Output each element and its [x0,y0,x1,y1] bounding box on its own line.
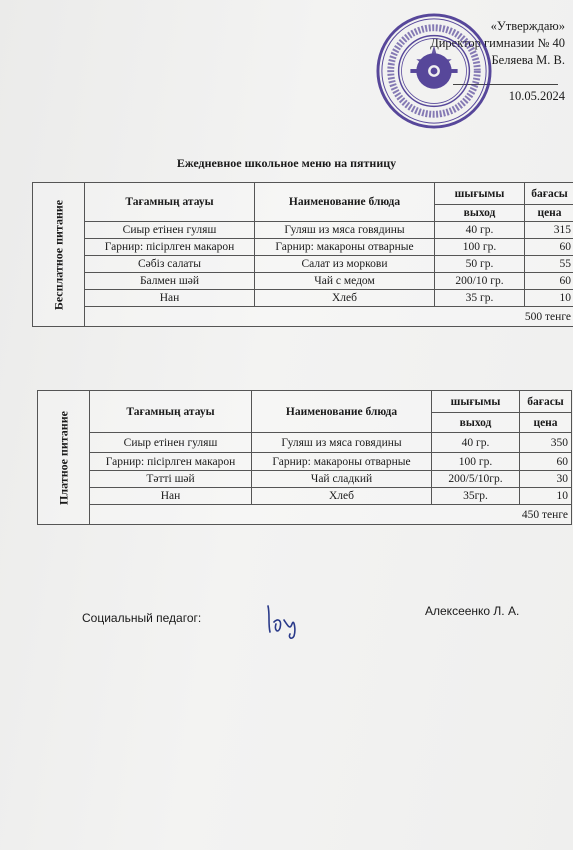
dish-kz-cell: Сәбіз салаты [85,256,255,273]
dish-kz-cell: Нан [85,290,255,307]
yield-cell: 100 гр. [435,239,525,256]
price-cell: 60 [525,239,573,256]
price-cell: 60 [520,453,572,471]
footer-role: Социальный педагог: [82,611,202,625]
header-price-ru: цена [520,413,572,433]
dish-kz-cell: Нан [90,488,252,505]
header-price-kz: бағасы [520,391,572,413]
header-dish-kz: Тағамның атауы [90,391,252,433]
dish-kz-cell: Балмен шәй [85,273,255,290]
free-side-label: Бесплатное питание [51,199,65,310]
total-cell: 450 тенге [90,505,572,525]
table-row [33,222,573,239]
yield-cell: 200/10 гр. [435,273,525,290]
dish-kz-cell: Сиыр етінен гуляш [85,222,255,239]
page-title: Ежедневное школьное меню на пятницу [176,156,397,170]
header-dish-ru: Наименование блюда [252,391,432,433]
table-row [33,273,573,290]
header-yield-ru: выход [432,413,520,433]
footer-name: Алексеенко Л. А. [425,604,520,618]
approval-line-1: «Утверждаю» [490,19,565,33]
yield-cell: 50 гр. [435,256,525,273]
header-price-ru: цена [525,205,573,222]
total-cell: 500 тенге [85,307,573,327]
yield-cell: 35 гр. [435,290,525,307]
price-cell: 30 [520,471,572,488]
table-row [38,471,572,488]
official-stamp-icon [375,12,493,130]
yield-cell: 35гр. [432,488,520,505]
dish-kz-cell: Сиыр етінен гуляш [90,433,252,453]
paid-menu-table [37,390,572,525]
approval-date: 10.05.2024 [508,89,565,103]
dish-kz-cell: Гарнир: пісірлген макарон [85,239,255,256]
dish-ru-cell: Хлеб [252,488,432,505]
header-price-kz: бағасы [525,183,573,205]
paid-side-label: Платное питание [56,410,70,505]
dish-ru-cell: Чай с медом [255,273,435,290]
header-yield-kz: шығымы [432,391,520,413]
free-side-label-cell [33,183,85,327]
table-row [38,453,572,471]
price-cell: 55 [525,256,573,273]
approval-line-2: Директор гимназии № 40 [430,36,565,50]
table-row [33,256,573,273]
table-row [38,433,572,453]
yield-cell: 200/5/10гр. [432,471,520,488]
dish-ru-cell: Хлеб [255,290,435,307]
dish-ru-cell: Салат из моркови [255,256,435,273]
free-menu-table [32,182,573,327]
price-cell: 350 [520,433,572,453]
price-cell: 10 [525,290,573,307]
yield-cell: 40 гр. [432,433,520,453]
table-row [38,488,572,505]
price-cell: 10 [520,488,572,505]
yield-cell: 100 гр. [432,453,520,471]
dish-ru-cell: Гарнир: макароны отварные [255,239,435,256]
dish-kz-cell: Тәтті шәй [90,471,252,488]
header-dish-ru: Наименование блюда [255,183,435,222]
header-yield-kz: шығымы [435,183,525,205]
table-row [33,290,573,307]
price-cell: 315 [525,222,573,239]
table-row [33,239,573,256]
yield-cell: 40 гр. [435,222,525,239]
price-cell: 60 [525,273,573,290]
header-dish-kz: Тағамның атауы [85,183,255,222]
approval-line-3: Беляева М. В. [491,53,565,67]
handwritten-signature-icon [262,600,307,640]
dish-ru-cell: Гуляш из мяса говядины [252,433,432,453]
paid-side-label-cell [38,391,90,525]
dish-ru-cell: Гуляш из мяса говядины [255,222,435,239]
dish-ru-cell: Гарнир: макароны отварные [252,453,432,471]
dish-kz-cell: Гарнир: пісірлген макарон [90,453,252,471]
dish-ru-cell: Чай сладкий [252,471,432,488]
header-yield-ru: выход [435,205,525,222]
